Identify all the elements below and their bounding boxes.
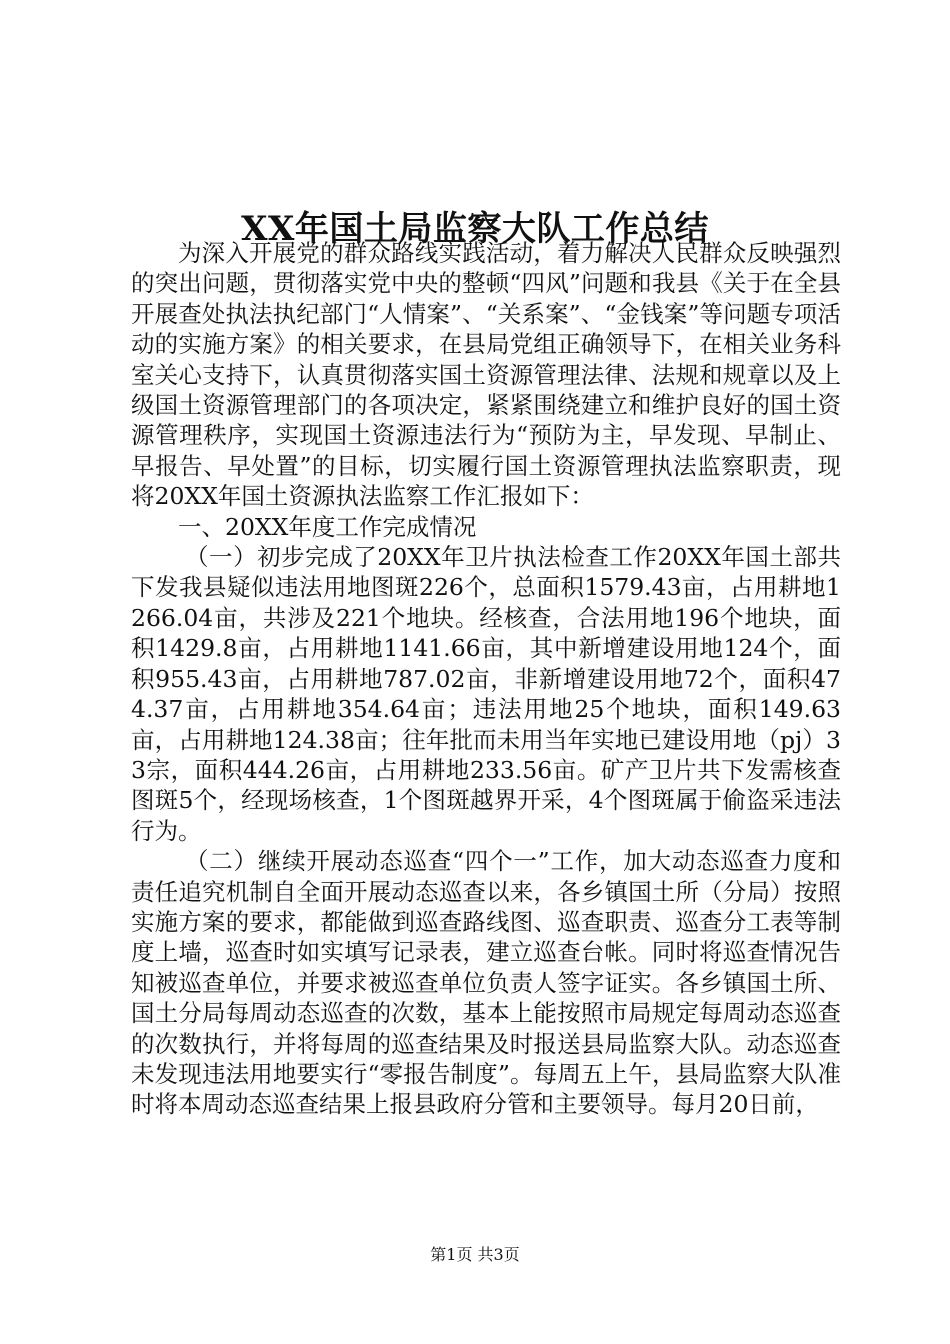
section-heading: 一、20XX年度工作完成情况	[178, 512, 477, 541]
subsection-paragraph-2: （二）继续开展动态巡查“四个一”工作，加大动态巡查力度和责任追究机制自全面开展动态巡查以来，各乡镇国土所（分局）按照实施方案的要求，都能做到巡查路线图、巡查职责、巡查分工表等制度上墙，巡查时如实填写记录表，建立巡查台帐。同时将巡查情况告知被巡查单位，并要求被巡查单位负责人签字证实。各乡镇国土所、国土分局每周动态巡查的次数，基本上能按照市局规定每周动态巡查的次数执行，并将每周的巡查结果及时报送县局监察大队。动态巡查未发现违法用地要实行“零报告制度”。每周五上午，县局监察大队准时将本周动态巡查结果上报县政府分管和主要领导。每月20日前，	[131, 847, 841, 1119]
document-body	[131, 238, 841, 1120]
page-number: 第1页 共3页	[430, 1245, 520, 1264]
intro-paragraph: 为深入开展党的群众路线实践活动，着力解决人民群众反映强烈的突出问题，贯彻落实党中央的整顿“四风”问题和我县《关于在全县开展查处执法执纪部门“人情案”、“关系案”、“金钱案”等问题专项活动的实施方案》的相关要求，在县局党组正确领导下，在相关业务科室关心支持下，认真贯彻落实国土资源管理法律、法规和规章以及上级国土资源管理部门的各项决定，紧紧围绕建立和维护良好的国土资源管理秩序，实现国土资源违法行为“预防为主，早发现、早制止、早报告、早处置”的目标，切实履行国土资源管理执法监察职责，现将20XX年国土资源执法监察工作汇报如下：	[131, 239, 841, 511]
subsection-paragraph-1: （一）初步完成了20XX年卫片执法检查工作20XX年国土部共下发我县疑似违法用地图斑226个，总面积1579.43亩，占用耕地1266.04亩，共涉及221个地块。经核查，合法用地196个地块，面积1429.8亩，占用耕地1141.66亩，其中新增建设用地124个，面积955.43亩，占用耕地787.02亩，非新增建设用地72个，面积474.37亩，占用耕地354.64亩；违法用地25个地块，面积149.63亩，占用耕地124.38亩；往年批而未用当年实地已建设用地（pj）33宗，面积444.26亩，占用耕地233.56亩。矿产卫片共下发需核查图斑5个，经现场核查，1个图斑越界开采，4个图斑属于偷盗采违法行为。	[131, 543, 841, 845]
document-title: XX年国土局监察大队工作总结	[241, 208, 709, 249]
